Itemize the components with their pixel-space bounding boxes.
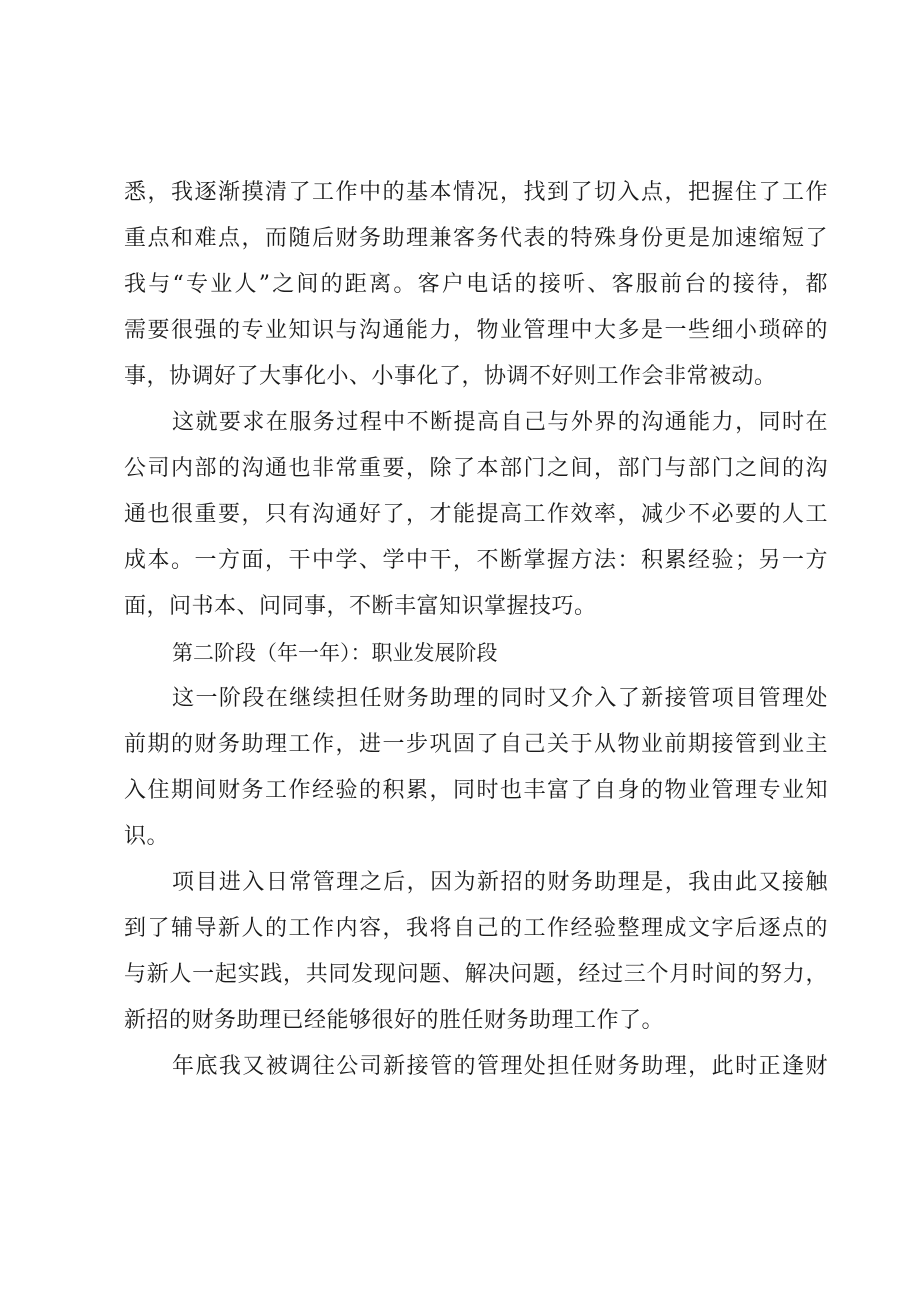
text-line: 事，协调好了大事化小、小事化了，协调不好则工作会非常被动。 — [124, 364, 777, 389]
text-line: 重点和难点，而随后财务助理兼客务代表的特殊身份更是加速缩短了 — [124, 226, 828, 251]
text-line: 到了辅导新人的工作内容，我将自己的工作经验整理成文字后逐点的 — [124, 916, 828, 941]
text-line: 公司内部的沟通也非常重要，除了本部门之间，部门与部门之间的沟 — [124, 456, 828, 481]
text-line: 悉，我逐渐摸清了工作中的基本情况，找到了切入点，把握住了工作 — [124, 180, 828, 205]
text-line: 成本。一方面，干中学、学中干，不断掌握方法：积累经验；另一方 — [124, 548, 828, 573]
text-line: 这一阶段在继续担任财务助理的同时又介入了新接管项目管理处 — [172, 686, 828, 711]
text-line: 识。 — [124, 824, 170, 849]
section-heading: 第二阶段（年一年）：职业发展阶段 — [172, 641, 498, 665]
paragraph-2 — [124, 400, 828, 630]
text-line: 通也很重要，只有沟通好了，才能提高工作效率，减少不必要的人工 — [124, 502, 828, 527]
text-line: 项目进入日常管理之后，因为新招的财务助理是，我由此又接触 — [172, 870, 828, 895]
text-line: 入住期间财务工作经验的积累，同时也丰富了自身的物业管理专业知 — [124, 778, 828, 803]
text-line: 与新人一起实践，共同发现问题、解决问题，经过三个月时间的努力， — [124, 962, 828, 987]
paragraph-4 — [124, 860, 828, 1044]
text-line: 前期的财务助理工作，进一步巩固了自己关于从物业前期接管到业主 — [124, 732, 828, 757]
text-line: 新招的财务助理已经能够很好的胜任财务助理工作了。 — [124, 1008, 665, 1033]
paragraph-3 — [124, 676, 828, 860]
paragraph-5 — [124, 1044, 828, 1090]
paragraph-1 — [124, 170, 828, 400]
text-line: 我与“专业人”之间的距离。客户电话的接听、客服前台的接待，都 — [124, 272, 828, 297]
text-line: 需要很强的专业知识与沟通能力，物业管理中大多是一些细小琐碎的 — [124, 318, 828, 343]
document-page — [124, 170, 828, 1090]
text-line: 这就要求在服务过程中不断提高自己与外界的沟通能力，同时在 — [172, 410, 828, 435]
text-line: 面，问书本、问同事，不断丰富知识掌握技巧。 — [124, 594, 597, 619]
text-line: 年底我又被调往公司新接管的管理处担任财务助理，此时正逢财 — [172, 1054, 828, 1079]
